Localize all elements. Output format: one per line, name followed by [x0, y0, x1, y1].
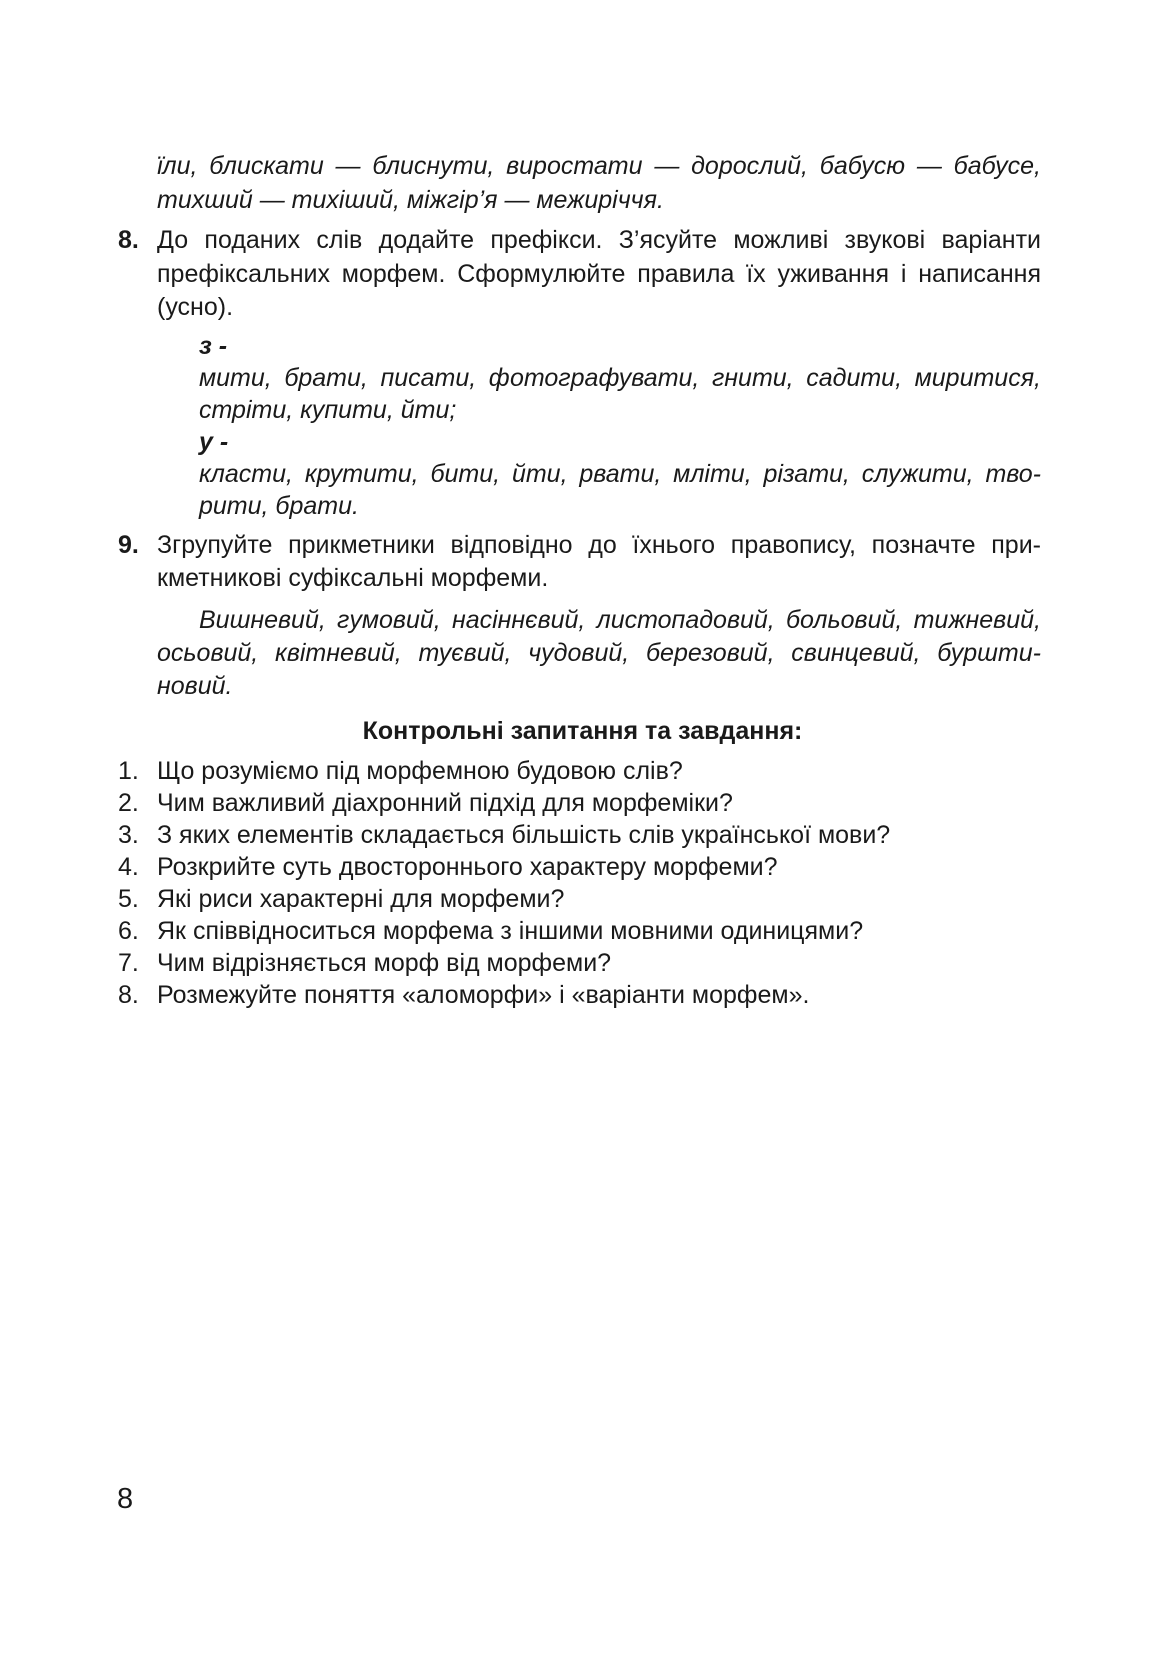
question-text: Розкрийте суть двостороннього характеру морфеми? — [157, 853, 778, 881]
exercise-9-line-1: Згрупуйте прикметники відповідно до їхнього правопису, позначте при- — [157, 531, 1041, 559]
question-number: 2. — [118, 789, 139, 817]
question-text: Чим відрізняється морф від морфеми? — [157, 949, 612, 977]
question-number: 4. — [118, 853, 139, 881]
exercise-9-words-line-2: осьовий, квітневий, туєвий, чудовий, березовий, свинцевий, буршти- — [157, 639, 1041, 667]
prefix-u-words-line-1: класти, крутити, бити, йти, рвати, мліти, різати, служити, тво- — [199, 460, 1041, 488]
question-text: Як співвідноситься морфема з іншими мовними одиницями? — [157, 917, 864, 945]
question-number: 5. — [118, 885, 139, 913]
question-number: 6. — [118, 917, 139, 945]
exercise-9-words-line-1: Вишневий, гумовий, насіннєвий, листопадовий, больовий, тижневий, — [199, 606, 1041, 634]
exercise-9-line-2: кметникові суфіксальні морфеми. — [157, 564, 549, 592]
section-title: Контрольні запитання та завдання: — [362, 717, 803, 745]
continuation-line-1: їли, блискати — блиснути, виростати — дорослий, бабусю — бабусе, — [157, 152, 1041, 180]
exercise-8-line-3: (усно). — [157, 293, 234, 321]
question-text: Що розуміємо під морфемною будовою слів? — [157, 757, 683, 785]
prefix-u-words-line-2: рити, брати. — [199, 492, 359, 520]
question-text: Розмежуйте поняття «аломорфи» і «варіанти морфем». — [157, 981, 810, 1009]
continuation-line-2: тихший — тихіший, міжгір’я — межиріччя. — [157, 186, 664, 214]
question-number: 7. — [118, 949, 139, 977]
prefix-z-words-line-2: стріти, купити, йти; — [199, 396, 457, 424]
page-number: 8 — [117, 1483, 134, 1515]
prefix-u-label: у - — [199, 428, 229, 456]
question-number: 3. — [118, 821, 139, 849]
prefix-z-words-line-1: мити, брати, писати, фотографувати, гнити, садити, миритися, — [199, 364, 1041, 392]
question-number: 1. — [118, 757, 139, 785]
question-text: Чим важливий діахронний підхід для морфеміки? — [157, 789, 733, 817]
exercise-8-line-1: До поданих слів додайте префікси. З’ясуйте можливі звукові варіанти — [157, 226, 1041, 254]
exercise-8-number: 8. — [118, 226, 139, 254]
prefix-z-label: з - — [199, 332, 228, 360]
exercise-9-number: 9. — [118, 531, 139, 559]
question-number: 8. — [118, 981, 139, 1009]
exercise-8-line-2: префіксальних морфем. Сформулюйте правила їх уживання і написання — [157, 260, 1041, 288]
question-text: Які риси характерні для морфеми? — [157, 885, 565, 913]
question-text: З яких елементів складається більшість слів української мови? — [157, 821, 891, 849]
exercise-9-words-line-3: новий. — [157, 672, 233, 700]
